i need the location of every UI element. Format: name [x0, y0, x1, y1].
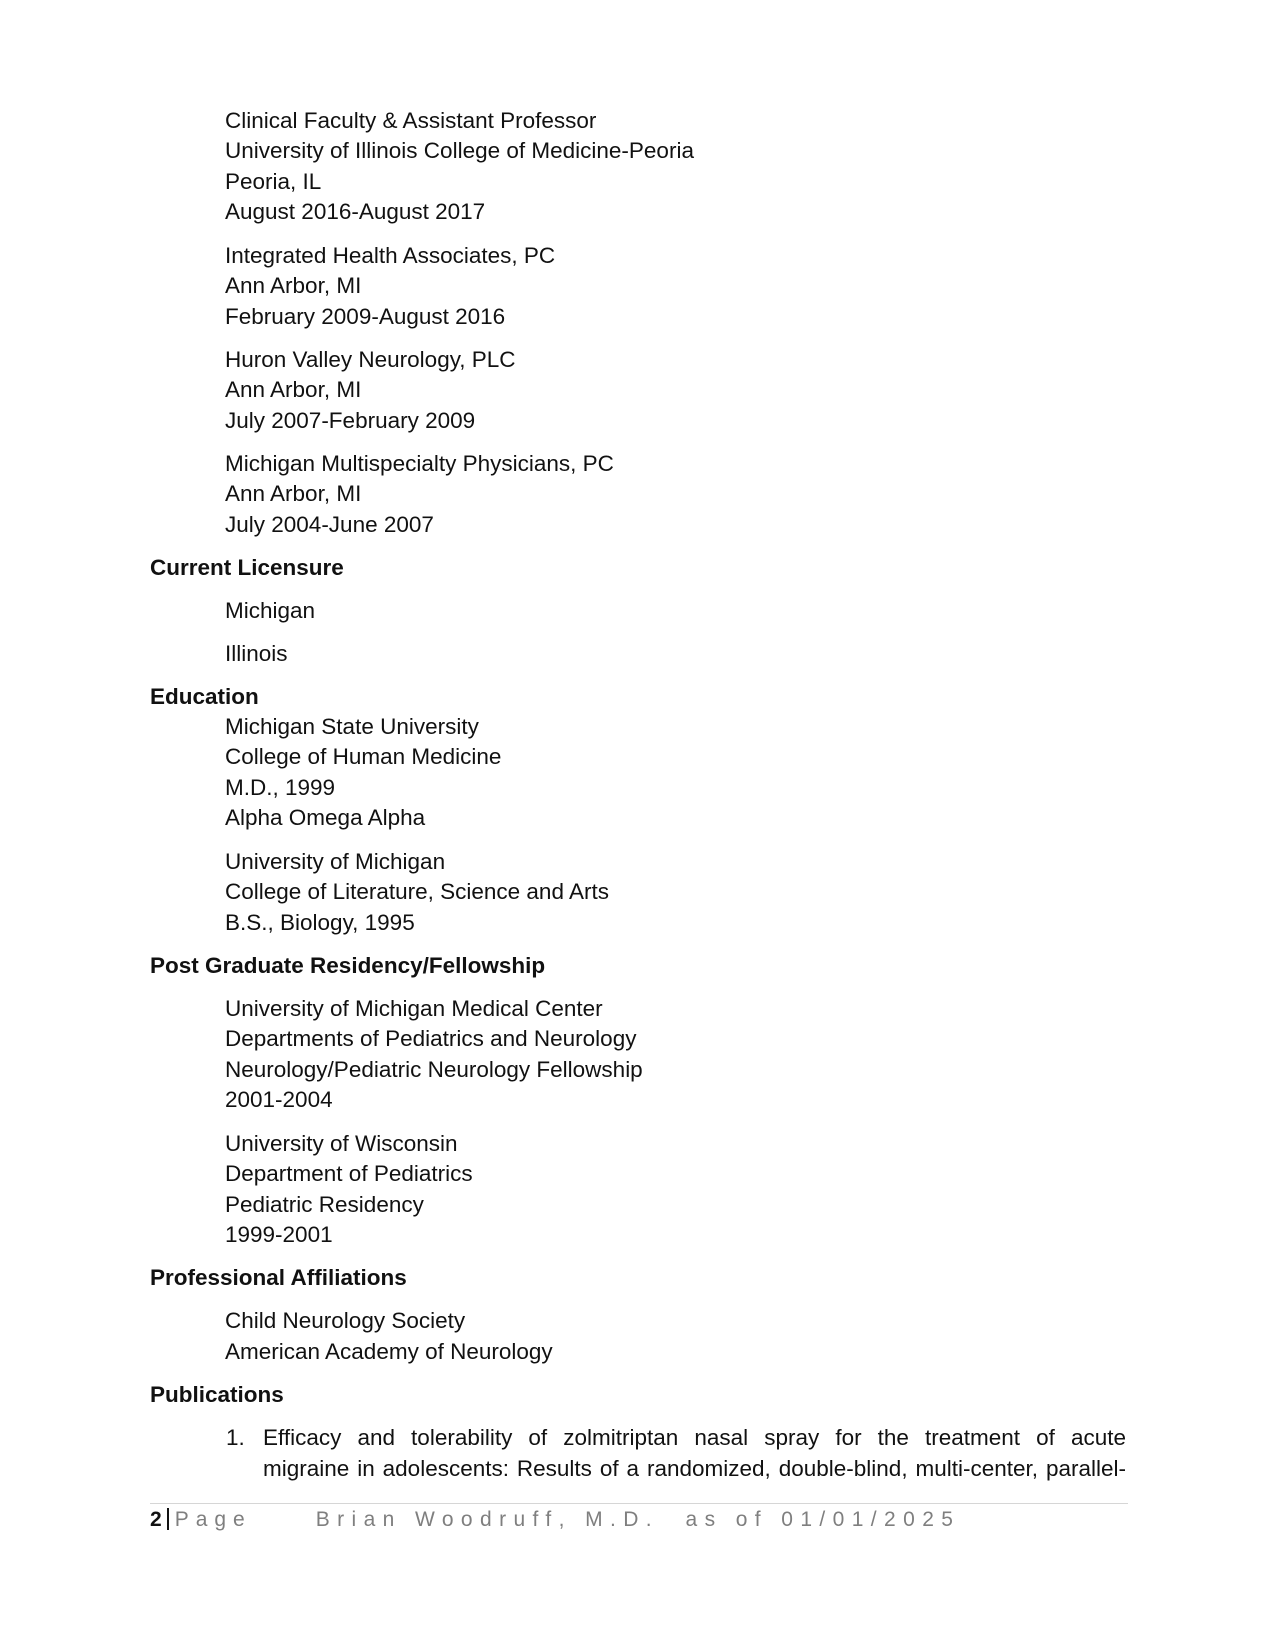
- education-line: University of Michigan: [225, 849, 446, 874]
- residency-line: 1999-2001: [225, 1222, 333, 1247]
- residency-line: Departments of Pediatrics and Neurology: [225, 1026, 637, 1051]
- education-line: College of Human Medicine: [225, 744, 502, 769]
- publication-line: migraine in adolescents: Results of a randomized, double-blind, multi-center, parallel-: [263, 1456, 1126, 1481]
- affiliation-item: American Academy of Neurology: [225, 1339, 553, 1364]
- experience-line: February 2009-August 2016: [225, 304, 506, 329]
- section-heading-residency: Post Graduate Residency/Fellowship: [150, 953, 546, 978]
- section-heading-publications: Publications: [150, 1382, 284, 1407]
- education-line: M.D., 1999: [225, 775, 336, 800]
- experience-line: University of Illinois College of Medicine-Peoria: [225, 138, 694, 163]
- experience-line: July 2007-February 2009: [225, 408, 476, 433]
- experience-line: Integrated Health Associates, PC: [225, 243, 556, 268]
- section-heading-licensure: Current Licensure: [150, 555, 344, 580]
- footer-author: Brian Woodruff, M.D. as of 01/01/2025: [315, 1508, 961, 1531]
- experience-line: Ann Arbor, MI: [225, 481, 362, 506]
- residency-line: Department of Pediatrics: [225, 1161, 473, 1186]
- education-line: College of Literature, Science and Arts: [225, 879, 609, 904]
- education-line: B.S., Biology, 1995: [225, 910, 415, 935]
- affiliation-item: Child Neurology Society: [225, 1308, 466, 1333]
- licensure-item: Michigan: [225, 598, 316, 623]
- experience-line: Huron Valley Neurology, PLC: [225, 347, 516, 372]
- residency-line: Pediatric Residency: [225, 1192, 424, 1217]
- experience-line: Michigan Multispecialty Physicians, PC: [225, 451, 614, 476]
- residency-line: Neurology/Pediatric Neurology Fellowship: [225, 1057, 643, 1082]
- residency-line: University of Michigan Medical Center: [225, 996, 603, 1021]
- experience-line: Clinical Faculty & Assistant Professor: [225, 108, 597, 133]
- experience-line: Peoria, IL: [225, 169, 322, 194]
- residency-line: University of Wisconsin: [225, 1131, 458, 1156]
- experience-line: August 2016-August 2017: [225, 199, 486, 224]
- experience-line: July 2004-June 2007: [225, 512, 434, 537]
- publication-line: Efficacy and tolerability of zolmitriptan nasal spray for the treatment of acute: [263, 1425, 1126, 1450]
- page-label: Page: [174, 1508, 252, 1531]
- page-number: 2: [150, 1508, 162, 1531]
- education-line: Michigan State University: [225, 714, 479, 739]
- licensure-item: Illinois: [225, 641, 288, 666]
- residency-line: 2001-2004: [225, 1087, 333, 1112]
- section-heading-education: Education: [150, 684, 259, 709]
- publication-number: 1.: [226, 1425, 245, 1450]
- section-heading-affiliations: Professional Affiliations: [150, 1265, 407, 1290]
- footer-separator: [167, 1508, 169, 1530]
- experience-line: Ann Arbor, MI: [225, 273, 362, 298]
- footer-divider: [150, 1503, 1128, 1504]
- education-line: Alpha Omega Alpha: [225, 805, 426, 830]
- experience-line: Ann Arbor, MI: [225, 377, 362, 402]
- page-footer: [150, 1506, 960, 1534]
